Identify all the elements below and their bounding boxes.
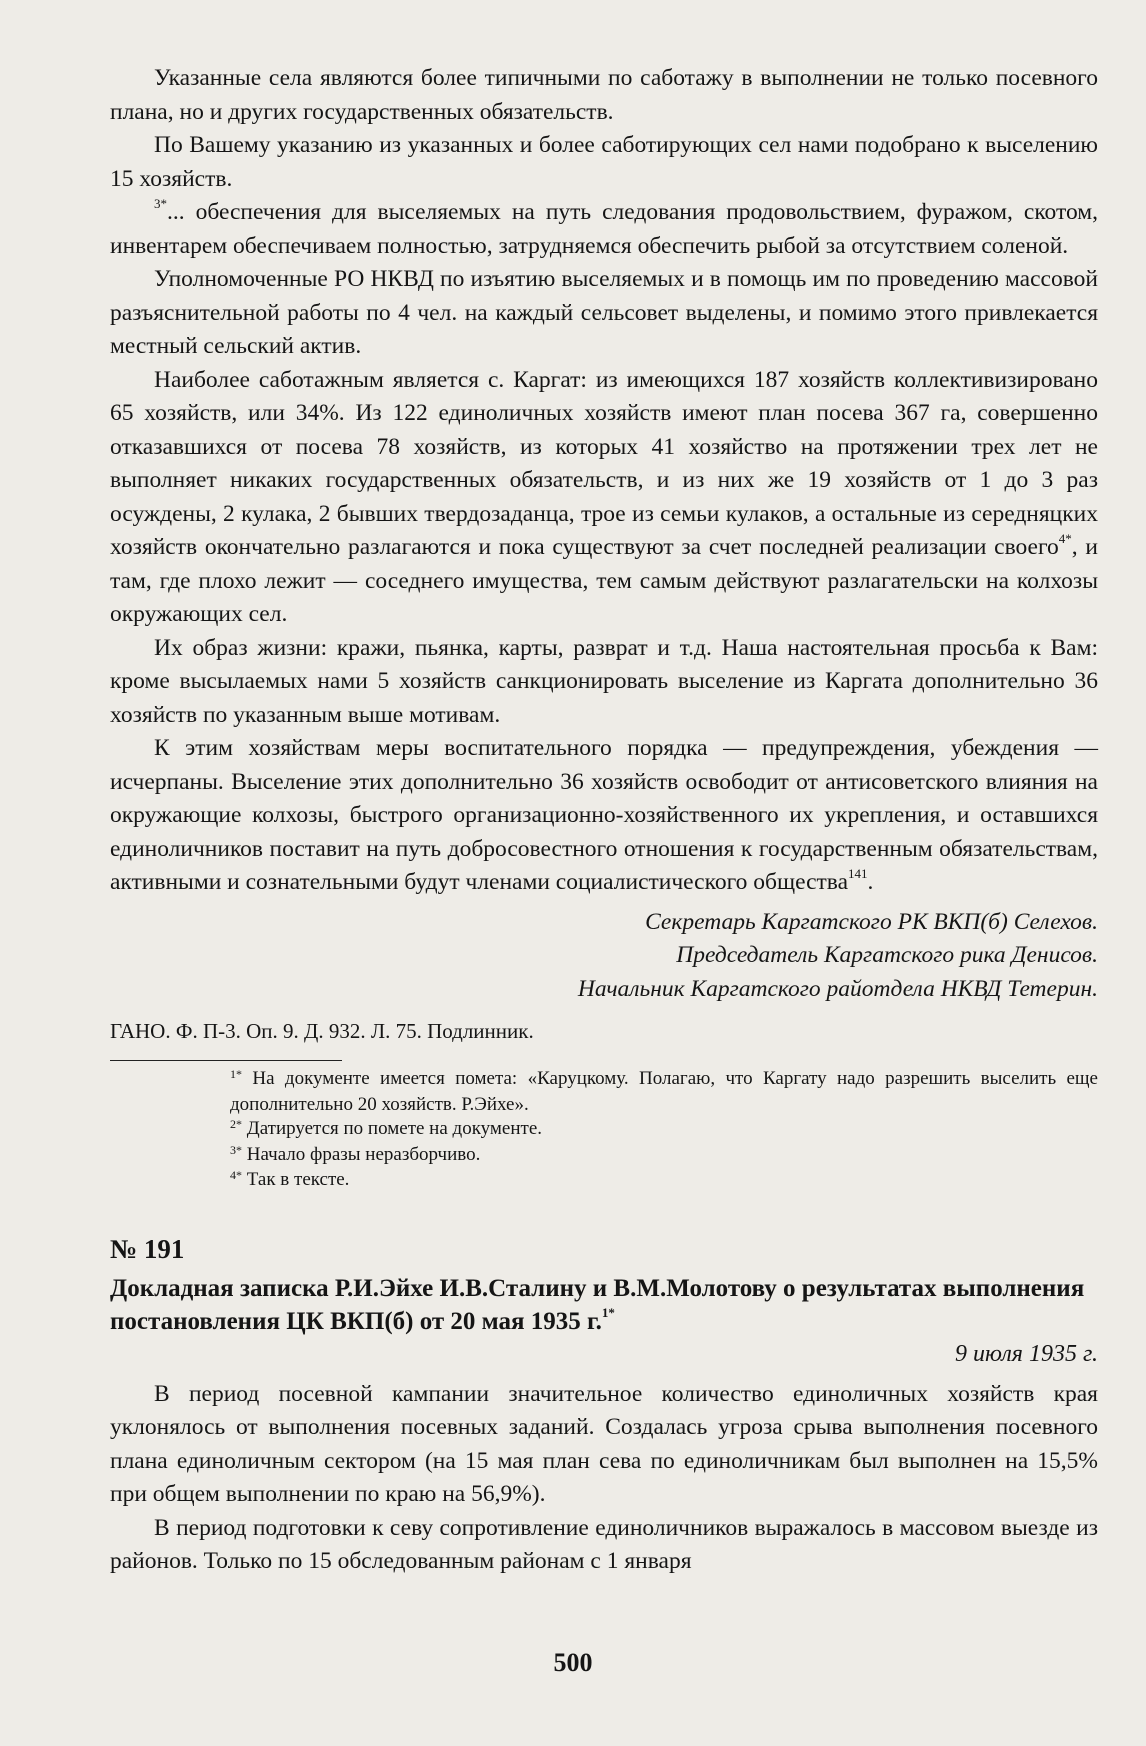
- paragraph: По Вашему указанию из указанных и более саботирующих сел нами подобрано к выселению 15 хозяйств.: [110, 132, 1098, 192]
- signature-line: Начальник Каргатского райотдела НКВД Тетерин.: [577, 975, 1098, 1002]
- paragraph: К этим хозяйствам меры воспитательного порядка — предупреждения, убеждения — исчерпаны. Выселение этих дополнительно 36 хозяйств освободит от антисоветского влияния на окружающие колхозы, быстрого организационно-хозяйственного их укрепления, и оставшихся единоличников поставит на путь добросовестного отношения к государственным обязательствам, активными и сознательными будут членами социалистического общества$^{141}$.: [110, 735, 1098, 895]
- footnote-ref: 3*: [154, 196, 167, 212]
- signature-line: Секретарь Каргатского РК ВКП(б) Селехов.: [645, 908, 1098, 935]
- paragraph: Наиболее саботажным является с. Каргат: из имеющихся 187 хозяйств коллективизировано 65 хозяйств, или 34%. Из 122 единоличных хозяйств имеют план посева 367 га, совершенно отказавшихся от посева 78 хозяйств, из которых 41 хозяйство на протяжении трех лет не выполняет никаких государственных обязательств, и из них же 19 хозяйств от 1 до 3 раз осуждены, 2 кулака, 2 бывших твердозаданца, трое из семьи кулаков, а остальные из середняцких хозяйств окончательно разлагаются и пока существуют за счет последней реализации своего$^{4*}$, и там, где плохо лежит — соседнего имущества, тем самым действуют разлагательски на колхозы окружающих сел.: [110, 366, 1099, 627]
- endnote-ref: 141: [848, 866, 868, 882]
- archive-source: ГАНО. Ф. П-3. Оп. 9. Д. 932. Л. 75. Подлинник.: [110, 1019, 534, 1043]
- document-date: 9 июля 1935 г.: [955, 1340, 1098, 1367]
- document-number: № 191: [110, 1233, 185, 1264]
- paragraph: В период подготовки к севу сопротивление единоличников выражалось в массовом выезде из районов. Только по 15 обследованным районам с 1 января: [110, 1514, 1098, 1574]
- page-number: 500: [553, 1648, 593, 1677]
- paragraph: В период посевной кампании значительное количество единоличных хозяйств края уклонялось от выполнения посевных заданий. Создалась угроза срыва выполнения посевного плана единоличным сектором (на 15 мая план сева по единоличникам был выполнен на 15,5% при общем выполнении по краю на 56,9%).: [110, 1380, 1098, 1507]
- footnote-ref: 1*: [601, 1305, 615, 1321]
- document-title: Докладная записка Р.И.Эйхе И.В.Сталину и В.М.Молотову о результатах выполнения постановления ЦК ВКП(б) от 20 мая 1935 г.$^{1*}$: [110, 1274, 1085, 1335]
- paragraph: $^{3*}$... обеспечения для выселяемых на путь следования продовольствием, фуражом, скотом, инвентарем обеспечиваем полностью, затрудняемся обеспечить рыбой за отсутствием соленой.: [110, 196, 1098, 259]
- paragraph: Уполномоченные РО НКВД по изъятию выселяемых и в помощь им по проведению массовой разъяснительной работы по 4 чел. на каждый сельсовет выделены, и помимо этого привлекается местный сельский актив.: [110, 266, 1098, 359]
- footnote: $^{4*}$ Так в тексте.: [230, 1168, 350, 1190]
- paragraph: Их образ жизни: кражи, пьянка, карты, разврат и т.д. Наша настоятельная просьба к Вам: кроме высылаемых нами 5 хозяйств санкционировать выселение из Каргата дополнительно 36 хозяйств по указанным выше мотивам.: [110, 634, 1098, 728]
- signature-line: Председатель Каргатского рика Денисов.: [676, 942, 1098, 968]
- footnote: $^{1*}$ На документе имеется помета: «Каруцкому. Полагаю, что Каргату надо разрешить выселить еще дополнительно 20 хозяйств. Р.Эйхе».: [230, 1067, 1098, 1115]
- footnote: $^{2*}$ Датируется по помете на документе.: [230, 1117, 543, 1139]
- paragraph: Указанные села являются более типичными по саботажу в выполнении не только посевного плана, но и других государственных обязательств.: [110, 65, 1098, 125]
- footnote-ref: 4*: [1058, 531, 1072, 547]
- footnote-divider: [110, 1060, 342, 1061]
- footnote: $^{3*}$ Начало фразы неразборчиво.: [230, 1142, 481, 1165]
- document-body: [110, 62, 1098, 1579]
